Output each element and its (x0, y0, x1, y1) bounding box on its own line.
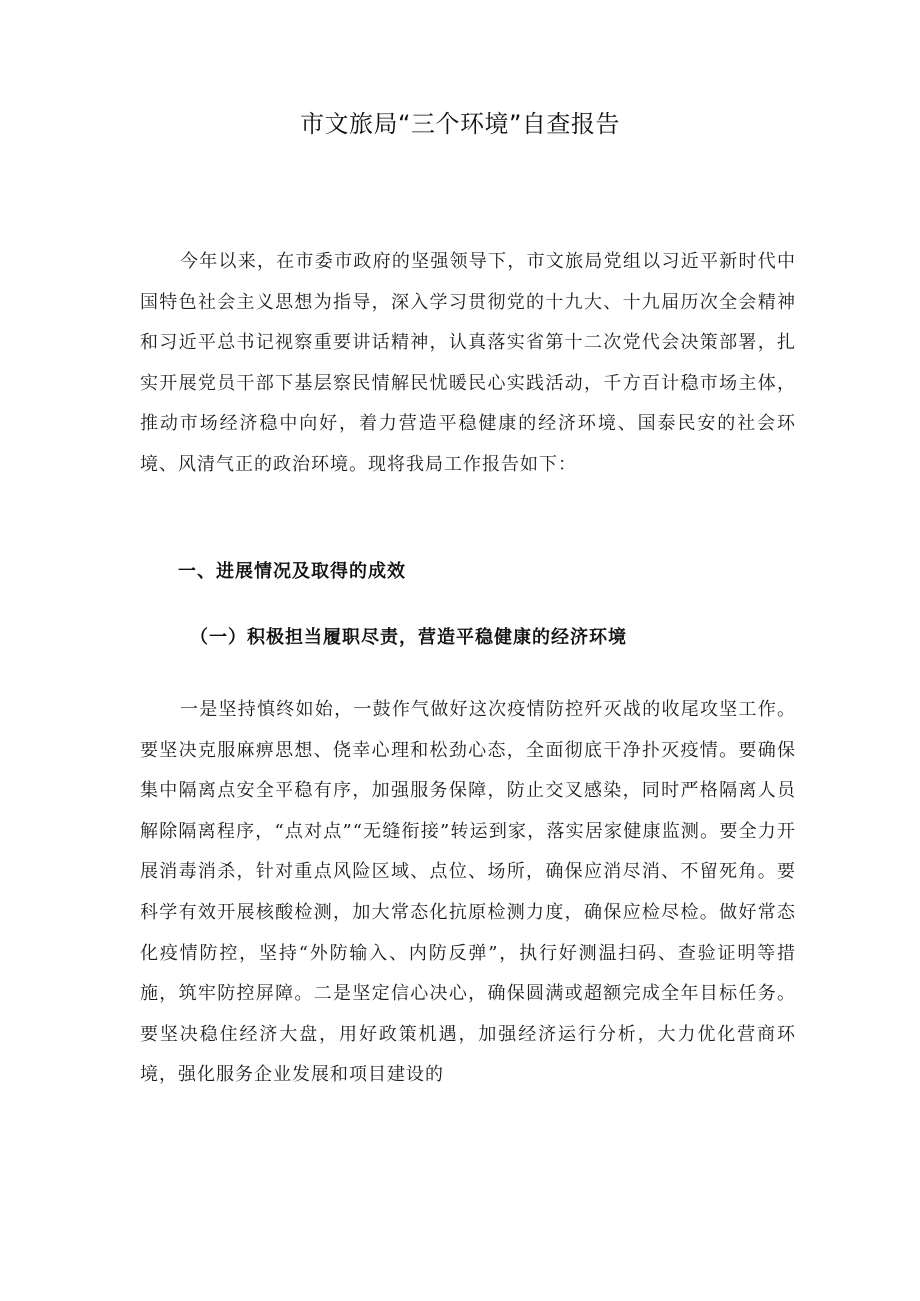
section-heading: 一、进展情况及取得的成效 (178, 561, 406, 582)
intro-paragraph: 今年以来，在市委市政府的坚强领导下，市文旅局党组以习近平新时代中国特色社会主义思想为指导，深入学习贯彻党的十九大、十九届历次全会精神和习近平总书记视察重要讲话精神，认真落实省第十二次党代会决策部署，扎实开展党员干部下基层察民情解民忧暖民心实践活动，千方百计稳市场主体，推动市场经济稳中向好，着力营造平稳健康的经济环境、国泰民安的社会环境、风清气正的政治环境。现将我局工作报告如下： (140, 251, 796, 475)
subsection-heading: （一）积极担当履职尽责，营造平稳健康的经济环境 (190, 627, 627, 648)
body-paragraph: 一是坚持慎终如始，一鼓作气做好这次疫情防控歼灭战的收尾攻坚工作。要坚决克服麻痹思想、侥幸心理和松劲心态，全面彻底干净扑灭疫情。要确保集中隔离点安全平稳有序，加强服务保障，防止交叉感染，同时严格隔离人员解除隔离程序，“点对点”“无缝衔接”转运到家，落实居家健康监测。要全力开展消毒消杀，针对重点风险区域、点位、场所，确保应消尽消、不留死角。要科学有效开展核酸检测，加大常态化抗原检测力度，确保应检尽检。做好常态化疫情防控，坚持“外防输入、内防反弹”，执行好测温扫码、查验证明等措施，筑牢防控屏障。二是坚定信心决心，确保圆满或超额完成全年目标任务。要坚决稳住经济大盘，用好政策机遇，加强经济运行分析，大力优化营商环境，强化服务企业发展和项目建设的 (140, 699, 796, 1086)
document-title: 市文旅局“三个环境”自查报告 (300, 110, 620, 138)
